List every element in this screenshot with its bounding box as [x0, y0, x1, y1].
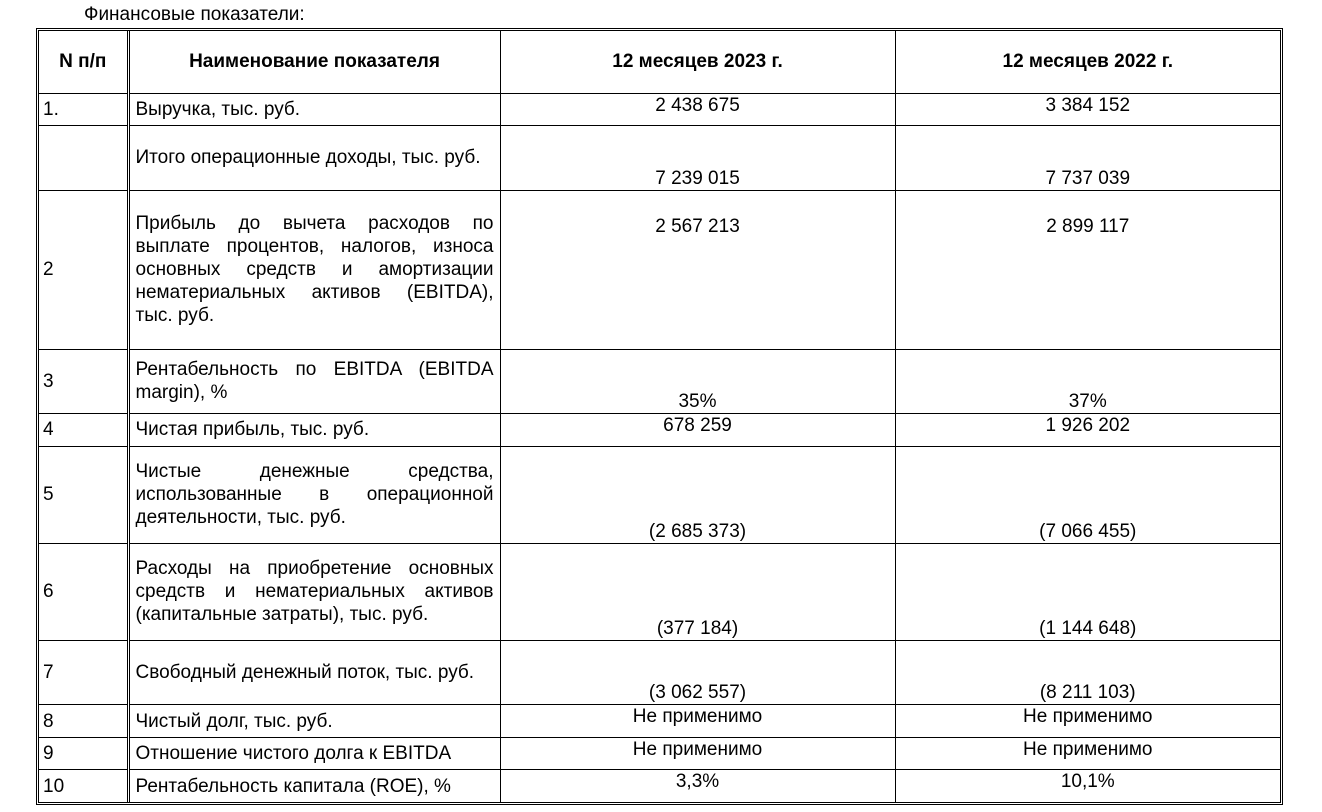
row-num: 6 [39, 543, 128, 640]
row-value-2022: 1 926 202 [895, 414, 1280, 446]
row-value-2022: 2 899 117 [895, 190, 1280, 349]
row-value-2022: (8 211 103) [895, 640, 1280, 705]
table-row [39, 737, 1280, 769]
row-value-2023: Не применимо [500, 705, 895, 737]
row-value-2022: (7 066 455) [895, 446, 1280, 543]
row-num: 4 [39, 414, 128, 446]
row-value-2022: 10,1% [895, 770, 1280, 802]
table-row [39, 190, 1280, 349]
table-row [39, 770, 1280, 802]
table-row [39, 349, 1280, 414]
financial-indicators-table-frame [36, 28, 1283, 805]
row-value-2022: 7 737 039 [895, 125, 1280, 190]
row-value-2023: Не применимо [500, 737, 895, 769]
row-value-2022: Не применимо [895, 705, 1280, 737]
row-value-2023: 678 259 [500, 414, 895, 446]
row-num: 10 [39, 770, 128, 802]
row-name: Свободный денежный поток, тыс. руб. [128, 640, 500, 705]
row-value-2022: 3 384 152 [895, 93, 1280, 125]
row-value-2023: 2 438 675 [500, 93, 895, 125]
row-name: Расходы на приобретение основных средств и нематериальных активов (капитальные затраты), тыс. руб. [128, 543, 500, 640]
row-name: Чистая прибыль, тыс. руб. [128, 414, 500, 446]
financial-indicators-table [39, 31, 1280, 802]
row-name: Рентабельность по EBITDA (EBITDA margin), % [128, 349, 500, 414]
row-num: 7 [39, 640, 128, 705]
table-row [39, 446, 1280, 543]
row-name: Чистый долг, тыс. руб. [128, 705, 500, 737]
row-num: 1. [39, 93, 128, 125]
row-value-2022: 37% [895, 349, 1280, 414]
row-num: 8 [39, 705, 128, 737]
table-caption: Финансовые показатели: [84, 4, 305, 25]
row-name: Выручка, тыс. руб. [128, 93, 500, 125]
row-name: Чистые денежные средства, использованные в операционной деятельности, тыс. руб. [128, 446, 500, 543]
row-value-2023: 2 567 213 [500, 190, 895, 349]
row-num: 5 [39, 446, 128, 543]
header-2022: 12 месяцев 2022 г. [895, 31, 1280, 93]
row-value-2023: (377 184) [500, 543, 895, 640]
table-row [39, 640, 1280, 705]
row-num: 9 [39, 737, 128, 769]
row-name: Рентабельность капитала (ROE), % [128, 770, 500, 802]
table-row [39, 414, 1280, 446]
row-value-2023: (2 685 373) [500, 446, 895, 543]
row-value-2022: Не применимо [895, 737, 1280, 769]
table-row [39, 125, 1280, 190]
table-header-row [39, 31, 1280, 93]
table-row [39, 543, 1280, 640]
row-value-2023: (3 062 557) [500, 640, 895, 705]
row-num: 3 [39, 349, 128, 414]
row-num: 2 [39, 190, 128, 349]
row-num [39, 125, 128, 190]
row-name: Прибыль до вычета расходов по выплате процентов, налогов, износа основных средств и амортизации нематериальных активов (EBITDA), тыс. руб. [128, 190, 500, 349]
table-row [39, 93, 1280, 125]
row-value-2022: (1 144 648) [895, 543, 1280, 640]
row-name: Отношение чистого долга к EBITDA [128, 737, 500, 769]
header-num: N п/п [39, 31, 128, 93]
header-name: Наименование показателя [128, 31, 500, 93]
header-2023: 12 месяцев 2023 г. [500, 31, 895, 93]
row-name: Итого операционные доходы, тыс. руб. [128, 125, 500, 190]
row-value-2023: 35% [500, 349, 895, 414]
table-row [39, 705, 1280, 737]
row-value-2023: 3,3% [500, 770, 895, 802]
row-value-2023: 7 239 015 [500, 125, 895, 190]
